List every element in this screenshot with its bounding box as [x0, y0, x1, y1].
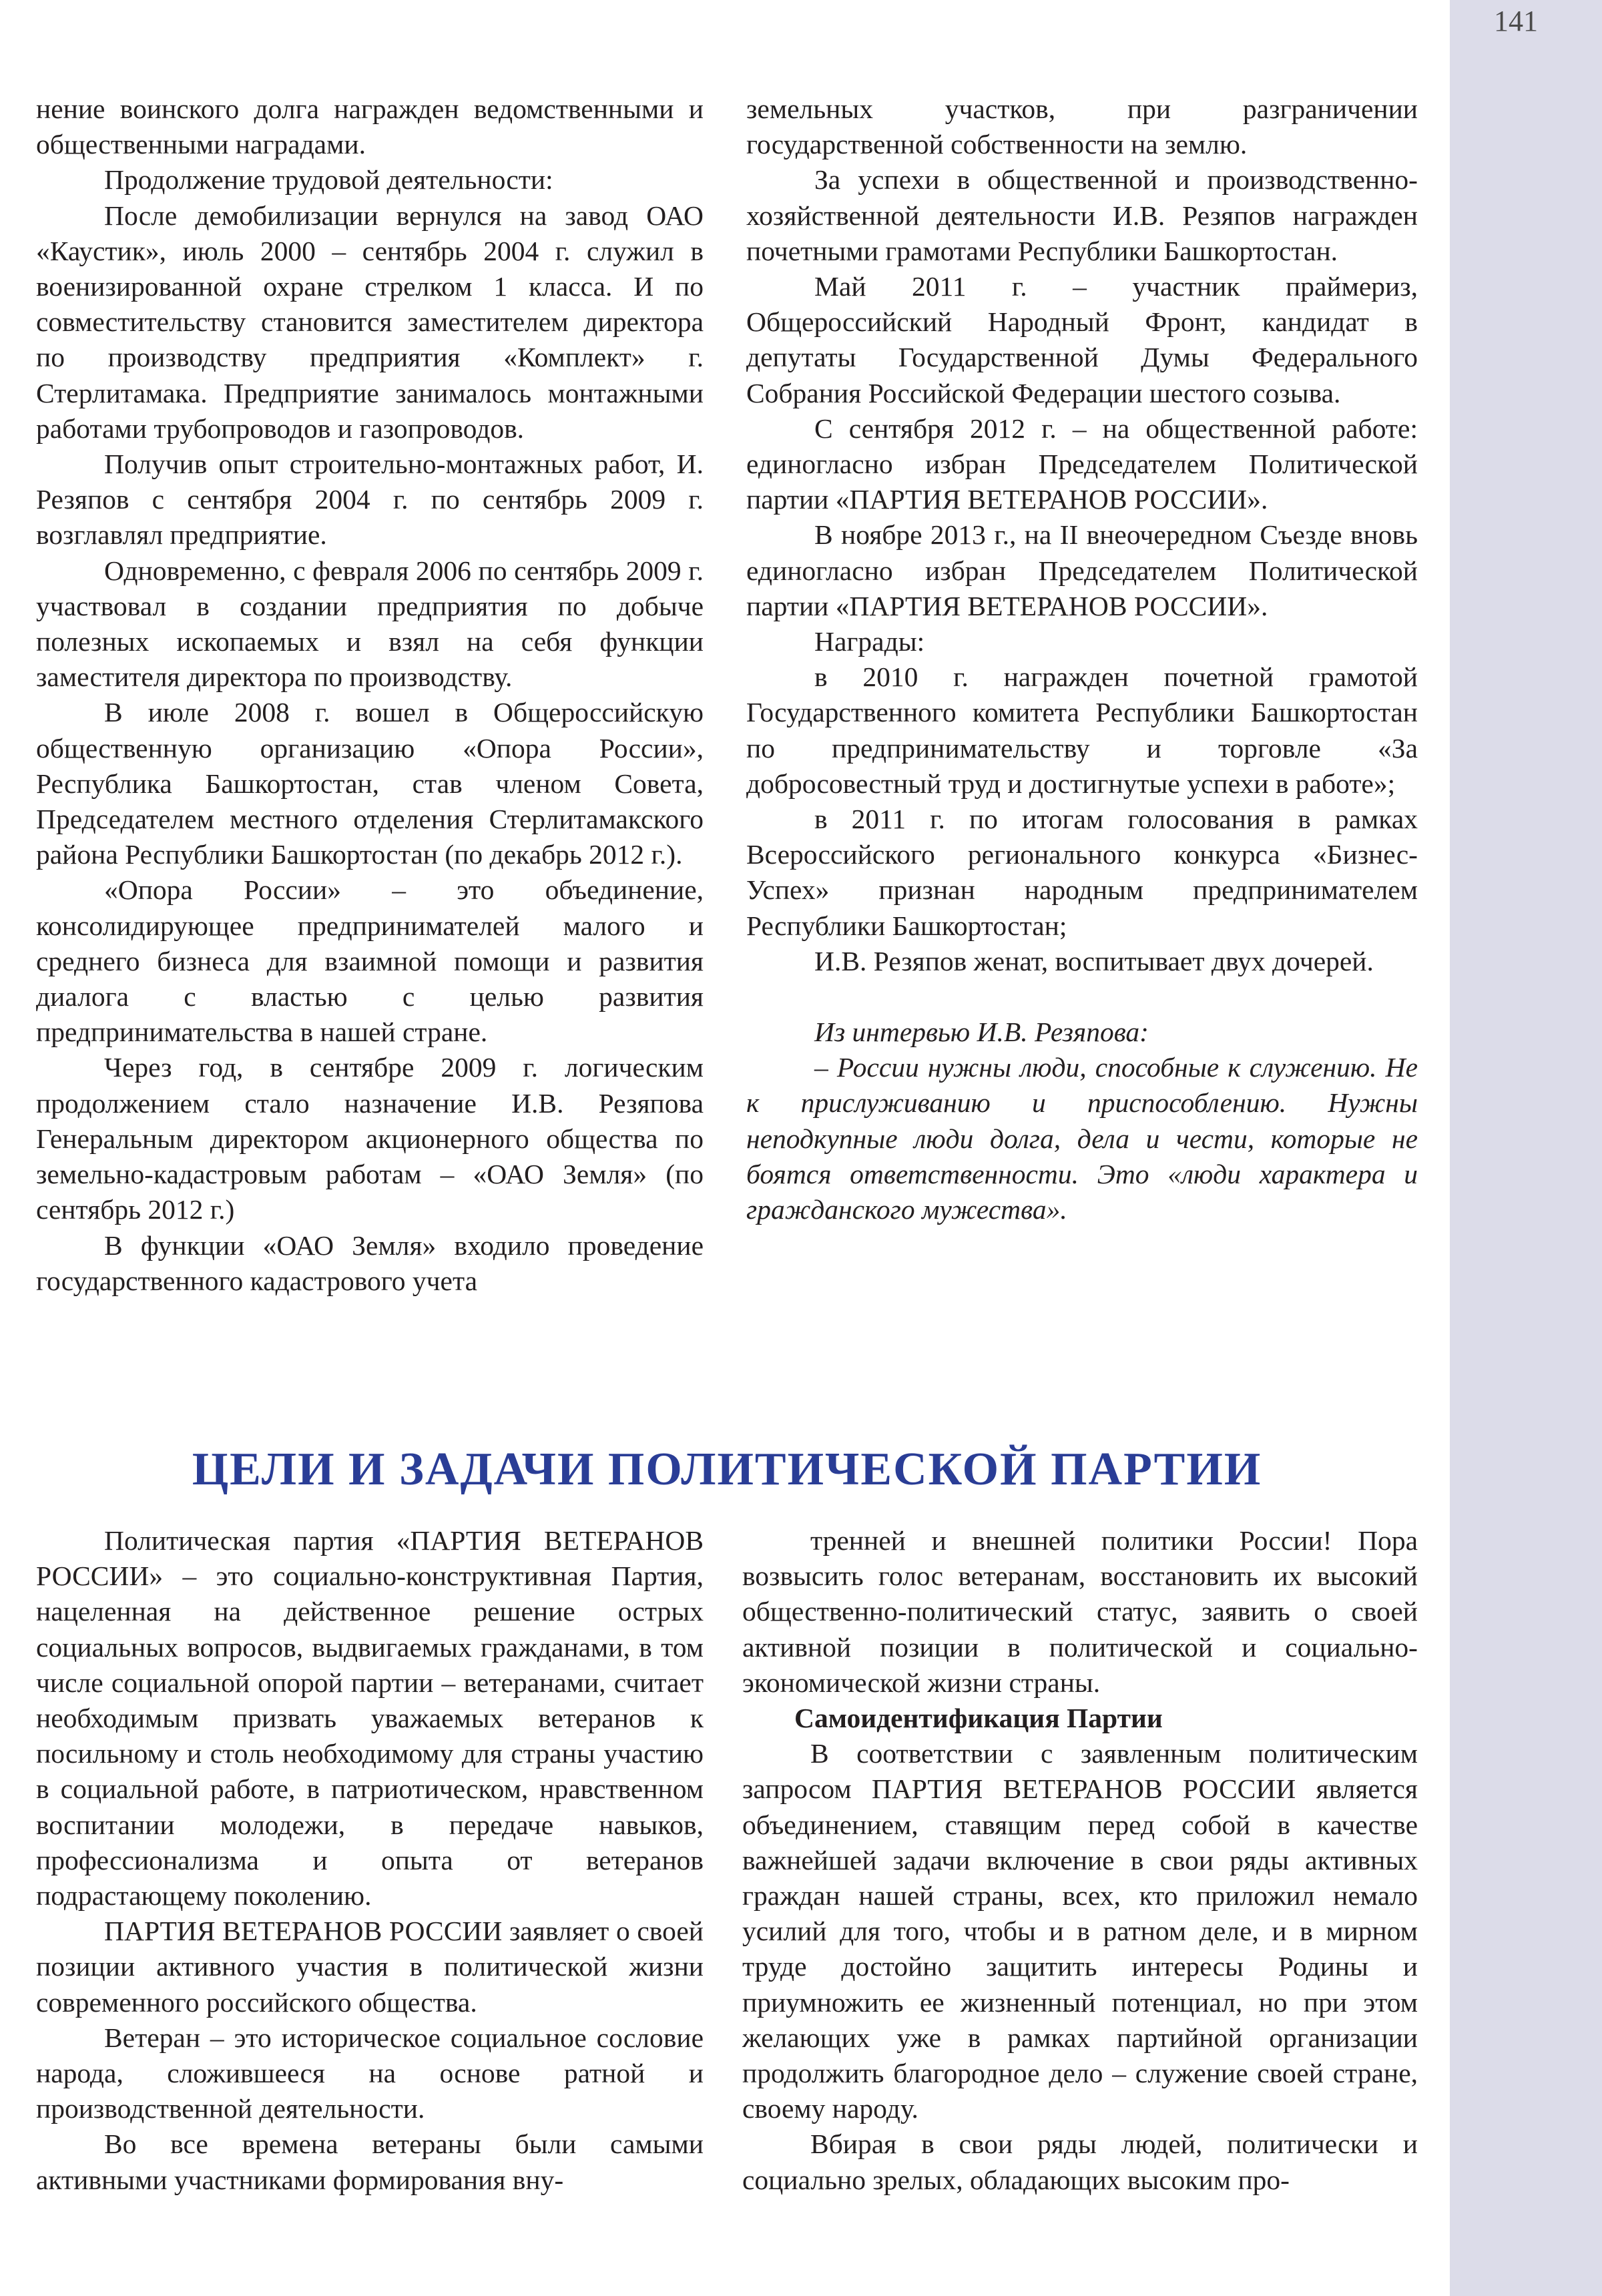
paragraph: Политическая партия «ПАРТИЯ ВЕТЕРАНОВ РОССИИ» – это социально-конструктивная Партия, нацеленная на действенное решение острых социальных вопросов, выдвигаемых гражданами, в том числе социальной опорой партии – ветеранами, считает необходимым призвать уважаемых ветеранов к посильному и столь необходимому для страны участию в социальной работе, в патриотическом, нравственном воспитании молодежи, в передаче навыков, профессионализма и опыта от ветеранов подрастающему поколению.	[36, 1525, 704, 1912]
paragraph: В функции «ОАО Земля» входило проведение государственного кадастрового учета	[36, 1229, 704, 1296]
paragraph: В соответствии с заявленным политическим запросом ПАРТИЯ ВЕТЕРАНОВ РОССИИ является объединением, ставящим перед собой в качестве важнейшей задачи включение в свои ряды активных граждан нашей страны, всех, кто приложил немало усилий для того, чтобы и в ратном деле, и в мирном труде достойно защитить интересы Родины и приумножить ее жизненный потенциал, но при этом желающих уже в рамках партийной организации продолжить благородное дело – служение своей стране, своему народу.	[742, 1738, 1418, 2124]
paragraph: Ветеран – это историческое социальное сословие народа, сложившееся на основе ратной и производственной деятельности.	[36, 2022, 704, 2124]
interview-quote: – России нужны люди, способные к служению. Не к прислуживанию и приспособлению. Нужны неподкупные люди долга, дела и чести, которые не боятся ответственности. Это «люди характера и гражданского мужества».	[746, 1052, 1418, 1225]
top-right-paragraphs	[746, 91, 1418, 979]
paragraph: тренней и внешней политики России! Пора возвысить голос ветеранам, восстановить их высокий общественно-политический статус, заявить о своей активной позиции в политической и социально-экономической жизни страны.	[742, 1525, 1418, 1698]
paragraph: Вбирая в свои ряды людей, политически и социально зрелых, обладающих высоким про-	[742, 2128, 1418, 2195]
paragraph: Во все времена ветераны были самыми активными участниками формирования вну-	[36, 2128, 704, 2195]
column-top-left	[36, 91, 704, 1299]
side-margin-strip	[1450, 0, 1602, 2296]
paragraph: Продолжение трудовой деятельности:	[104, 164, 553, 196]
paragraph: За успехи в общественной и производственно-хозяйственной деятельности И.В. Резяпов награжден почетными грамотами Республики Башкортостан.	[746, 164, 1418, 266]
paragraph: Через год, в сентябре 2009 г. логическим продолжением стало назначение И.В. Резяпова Генеральным директором акционерного общества по земельно-кадастровым работам – «ОАО Земля» (по сентябрь 2012 г.)	[36, 1052, 704, 1225]
column-bottom-left	[36, 1523, 704, 2198]
paragraph: Одновременно, с февраля 2006 по сентябрь 2009 г. участвовал в создании предприятия по добыче полезных ископаемых и взял на себя функции заместителя директора по производству.	[36, 555, 704, 693]
paragraph: И.В. Резяпов женат, воспитывает двух дочерей.	[814, 945, 1374, 976]
paragraph: «Опора России» – это объединение, консолидирующее предпринимателей малого и среднего бизнеса для взаимной помощи и развития диалога с властью с целью развития предпринимательства в нашей стране.	[36, 874, 704, 1048]
paragraph: В ноябре 2013 г., на II внеочередном Съезде вновь единогласно избран Председателем Политической партии «ПАРТИЯ ВЕТЕРАНОВ РОССИИ».	[746, 519, 1418, 621]
paragraph: Награды:	[814, 626, 925, 657]
paragraph: земельных участков, при разграничении государственной собственности на землю.	[746, 93, 1418, 160]
paragraph: После демобилизации вернулся на завод ОАО «Каустик», июль 2000 – сентябрь 2004 г. служил в военизированной охране стрелком 1 класса. И по совместительству становится заместителем директора по производству предприятия «Комплект» г. Стерлитамака. Предприятие занималось монтажными работами трубопроводов и газопроводов.	[36, 200, 704, 444]
column-top-right	[746, 91, 1418, 1227]
interview-title: Из интервью И.В. Резяпова:	[814, 1017, 1149, 1048]
paragraph: в 2011 г. по итогам голосования в рамках Всероссийского регионального конкурса «Бизнес-Успех» признан народным предпринимателем Республики Башкортостан;	[746, 804, 1418, 941]
paragraph: С сентября 2012 г. – на общественной работе: единогласно избран Председателем Политической партии «ПАРТИЯ ВЕТЕРАНОВ РОССИИ».	[746, 412, 1418, 515]
page-number: 141	[1494, 5, 1538, 37]
paragraph: В июле 2008 г. вошел в Общероссийскую общественную организацию «Опора России», Республика Башкортостан, став членом Совета, Председателем местного отделения Стерлитамакского района Республики Башкортостан (по декабрь 2012 г.).	[36, 697, 704, 870]
paragraph: нение воинского долга награжден ведомственными и общественными наградами.	[36, 93, 704, 160]
section-heading: ЦЕЛИ И ЗАДАЧИ ПОЛИТИЧЕСКОЙ ПАРТИИ	[192, 1444, 1262, 1495]
paragraph: ПАРТИЯ ВЕТЕРАНОВ РОССИИ заявляет о своей позиции активного участия в политической жизни современного российского общества.	[36, 1916, 704, 2018]
paragraph: в 2010 г. награжден почетной грамотой Государственного комитета Республики Башкортостан по предпринимательству и торговле «За добросовестный труд и достигнутые успехи в работе»;	[746, 661, 1418, 799]
column-bottom-right	[742, 1523, 1418, 2198]
paragraph: Получив опыт строительно-монтажных работ, И. Резяпов с сентября 2004 г. по сентябрь 2009 г. возглавлял предприятие.	[36, 449, 704, 551]
subheading-self-identification: Самоидентификация Партии	[794, 1703, 1163, 1734]
paragraph: Май 2011 г. – участник праймериз, Общероссийский Народный Фронт, кандидат в депутаты Государственной Думы Федерального Собрания Российской Федерации шестого созыва.	[746, 271, 1418, 408]
